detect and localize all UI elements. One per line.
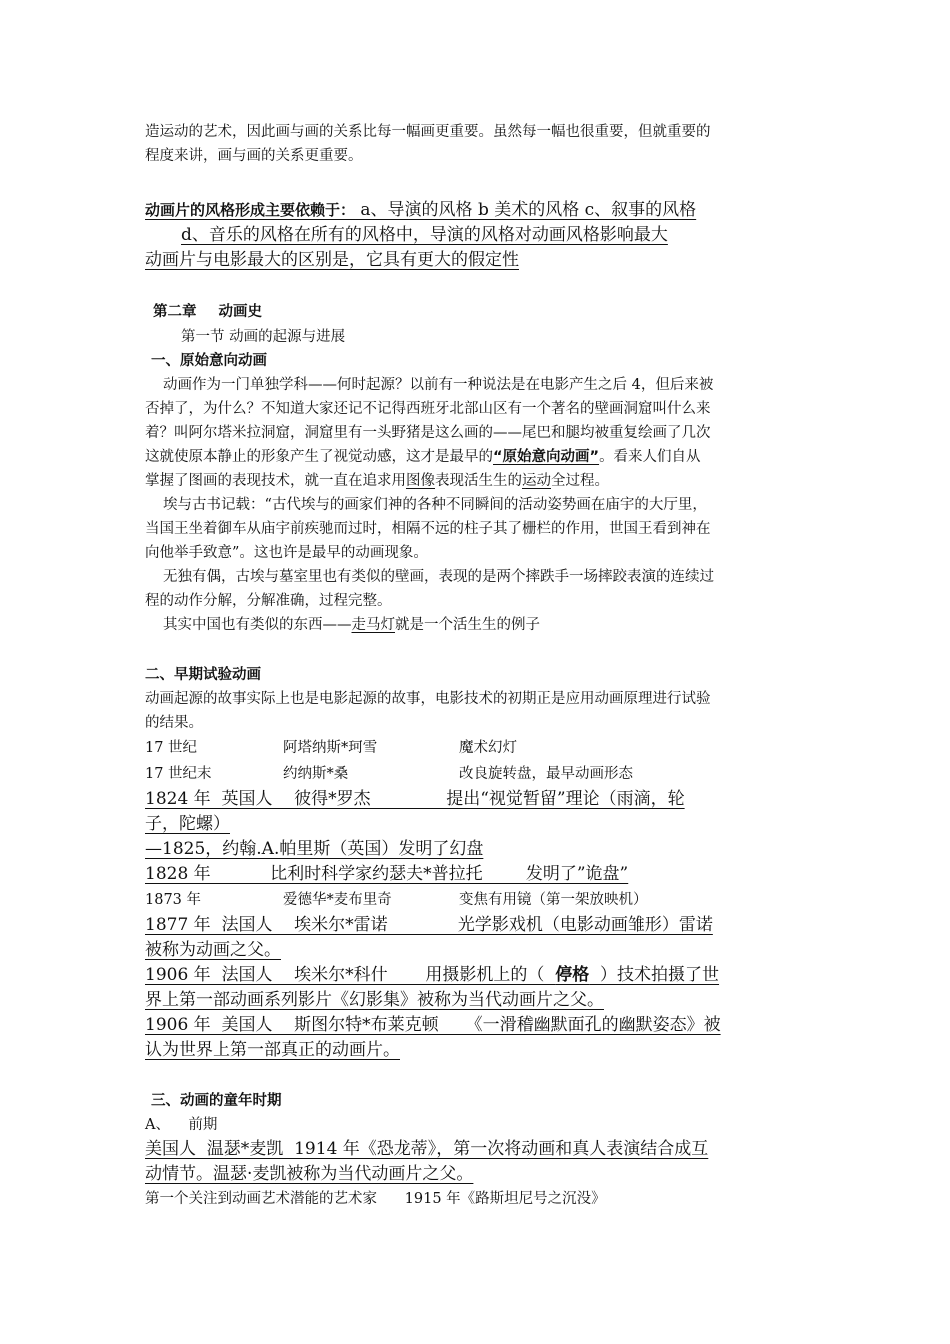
event-1824-l2: 子，陀螺） bbox=[145, 814, 230, 834]
s1-p1-l1: 动画作为一门单独学科——何时起源？以前有一种说法是在电影产生之后 4，但后来被 bbox=[163, 377, 714, 393]
event-1828: 1828 年 比利时科学家约瑟夫*普拉托 发明了”诡盘” bbox=[145, 864, 629, 884]
row-1873-year: 1873 年 bbox=[145, 892, 202, 908]
s1-p1-l5-e: 全过程。 bbox=[551, 473, 609, 489]
s1-p2-l1: 埃与古书记载：“古代埃与的画家们神的各种不同瞬间的活动姿势画在庙宇的大厅里， bbox=[163, 497, 707, 513]
s2-p-l2: 的结果。 bbox=[145, 715, 203, 731]
s1-p1-l5-c: 表现活生生的 bbox=[435, 473, 522, 489]
chapter-label: 第二章 bbox=[153, 304, 197, 320]
s3-l3: 第一个关注到动画艺术潜能的艺术家 1915 年《路斯坦尼号之沉没》 bbox=[145, 1191, 606, 1207]
s3-l1: 美国人 温瑟*麦凯 1914 年《恐龙蒂》，第一次将动画和真人表演结合成互 bbox=[145, 1139, 709, 1159]
style-line-1 bbox=[145, 198, 807, 223]
event-1824-l1: 1824 年 英国人 彼得*罗杰 提出“视觉暂留”理论（雨滴，轮 bbox=[145, 789, 685, 809]
style-line-1-rest: a、导演的风格 b 美术的风格 c、叙事的风格 bbox=[355, 200, 697, 220]
row-17c-late-year: 17 世纪末 bbox=[145, 766, 212, 782]
primitive-animation-term: “原始意向动画” bbox=[493, 449, 600, 465]
event-1906b-l1: 1906 年 美国人 斯图尔特*布莱克顿 《一滑稽幽默面孔的幽默姿态》被 bbox=[145, 1015, 721, 1035]
timeline-row-17c-late bbox=[145, 761, 807, 787]
s1-p1-l2: 否掉了，为什么？不知道大家还记不记得西班牙北部山区有一个著名的壁画洞窟叫什么来 bbox=[145, 401, 711, 417]
intro-line-2: 程度来讲，画与画的关系更重要。 bbox=[145, 148, 363, 164]
s1-p1-l4 bbox=[145, 445, 807, 469]
row-17c-person: 阿塔纳斯*珂雪 bbox=[283, 740, 378, 756]
motion-term: 运动 bbox=[522, 473, 551, 489]
event-1877-l1: 1877 年 法国人 埃米尔*雷诺 光学影戏机（电影动画雏形）雷诺 bbox=[145, 915, 713, 935]
row-17c-late-event: 改良旋转盘，最早动画形态 bbox=[459, 766, 633, 782]
s1-p2-l3: 向他举手致意”。这也许是最早的动画现象。 bbox=[145, 545, 428, 561]
s2-heading: 二、早期试验动画 bbox=[145, 667, 261, 683]
s3-heading: 三、动画的童年时期 bbox=[151, 1093, 282, 1109]
row-1873-person: 爱德华*麦布里奇 bbox=[283, 892, 392, 908]
s1-p1-l4-c: 。看来人们自从 bbox=[599, 449, 701, 465]
event-1906a-l1 bbox=[145, 963, 807, 988]
document-page bbox=[145, 120, 807, 1211]
timeline-row-17c bbox=[145, 735, 807, 761]
row-17c-event: 魔术幻灯 bbox=[459, 740, 517, 756]
style-line-3: 动画片与电影最大的区别是，它具有更大的假定性 bbox=[145, 250, 519, 270]
timeline-row-1873 bbox=[145, 887, 807, 913]
chapter-heading bbox=[145, 299, 807, 325]
row-17c-late-person: 约纳斯*桑 bbox=[283, 766, 349, 782]
intro-line-1: 造运动的艺术，因此画与画的关系比每一幅画更重要。虽然每一幅也很重要，但就重要的 bbox=[145, 124, 711, 140]
event-1906a-l1-c: ）技术拍摄了世 bbox=[589, 965, 720, 985]
lantern-term: 走马灯 bbox=[351, 617, 395, 633]
s3-sub: A、 前期 bbox=[145, 1117, 218, 1133]
s2-p-l1: 动画起源的故事实际上也是电影起源的故事，电影技术的初期正是应用动画原理进行试验 bbox=[145, 691, 711, 707]
row-1873-event: 变焦有用镜（第一架放映机） bbox=[459, 892, 648, 908]
s1-p3-l2: 程的动作分解，分解准确，过程完整。 bbox=[145, 593, 392, 609]
s1-p2-l2: 当国王坐着御车从庙宇前疾驰而过时，相隔不远的柱子其了栅栏的作用，世国王看到神在 bbox=[145, 521, 711, 537]
s1-p4 bbox=[145, 613, 807, 637]
s1-p1-l4-a: 这就使原本静止的形象产生了视觉动感，这才是最早的 bbox=[145, 449, 493, 465]
stop-frame-term: 停格 bbox=[555, 965, 590, 985]
s1-heading: 一、原始意向动画 bbox=[151, 353, 267, 369]
event-1906a-l2: 界上第一部动画系列影片《幻影集》被称为当代动画片之父。 bbox=[145, 990, 604, 1010]
s1-p1-l3: 着？叫阿尔塔米拉洞窟，洞窟里有一头野猪是这么画的——尾巴和腿均被重复绘画了几次 bbox=[145, 425, 711, 441]
s1-p4-c: 就是一个活生生的例子 bbox=[395, 617, 540, 633]
event-1877-l2: 被称为动画之父。 bbox=[145, 940, 281, 960]
s1-p1-l5-a: 掌握了图画的表现技术，就一直在追求用 bbox=[145, 473, 406, 489]
s1-p1-l5 bbox=[145, 469, 807, 493]
s1-p4-a: 其实中国也有类似的东西—— bbox=[163, 617, 352, 633]
event-1906a-l1-a: 1906 年 法国人 埃米尔*科什 用摄影机上的（ bbox=[145, 965, 556, 985]
chapter-title: 动画史 bbox=[218, 304, 262, 320]
event-1825: —1825，约翰.A.帕里斯（英国）发明了幻盘 bbox=[145, 839, 484, 859]
style-label: 动画片的风格形成主要依赖于： bbox=[145, 201, 356, 219]
image-term: 图像 bbox=[406, 473, 435, 489]
event-1906b-l2: 认为世界上第一部真正的动画片。 bbox=[145, 1040, 400, 1060]
style-line-2: d、音乐的风格在所有的风格中，导演的风格对动画风格影响最大 bbox=[181, 225, 668, 245]
s1-p3-l1: 无独有偶，古埃与墓室里也有类似的壁画，表现的是两个摔跌手一场摔跤表演的连续过 bbox=[163, 569, 714, 585]
s3-l2: 动情节。温瑟·麦凯被称为当代动画片之父。 bbox=[145, 1164, 474, 1184]
row-17c-year: 17 世纪 bbox=[145, 740, 198, 756]
section-heading: 第一节 动画的起源与进展 bbox=[181, 329, 346, 345]
